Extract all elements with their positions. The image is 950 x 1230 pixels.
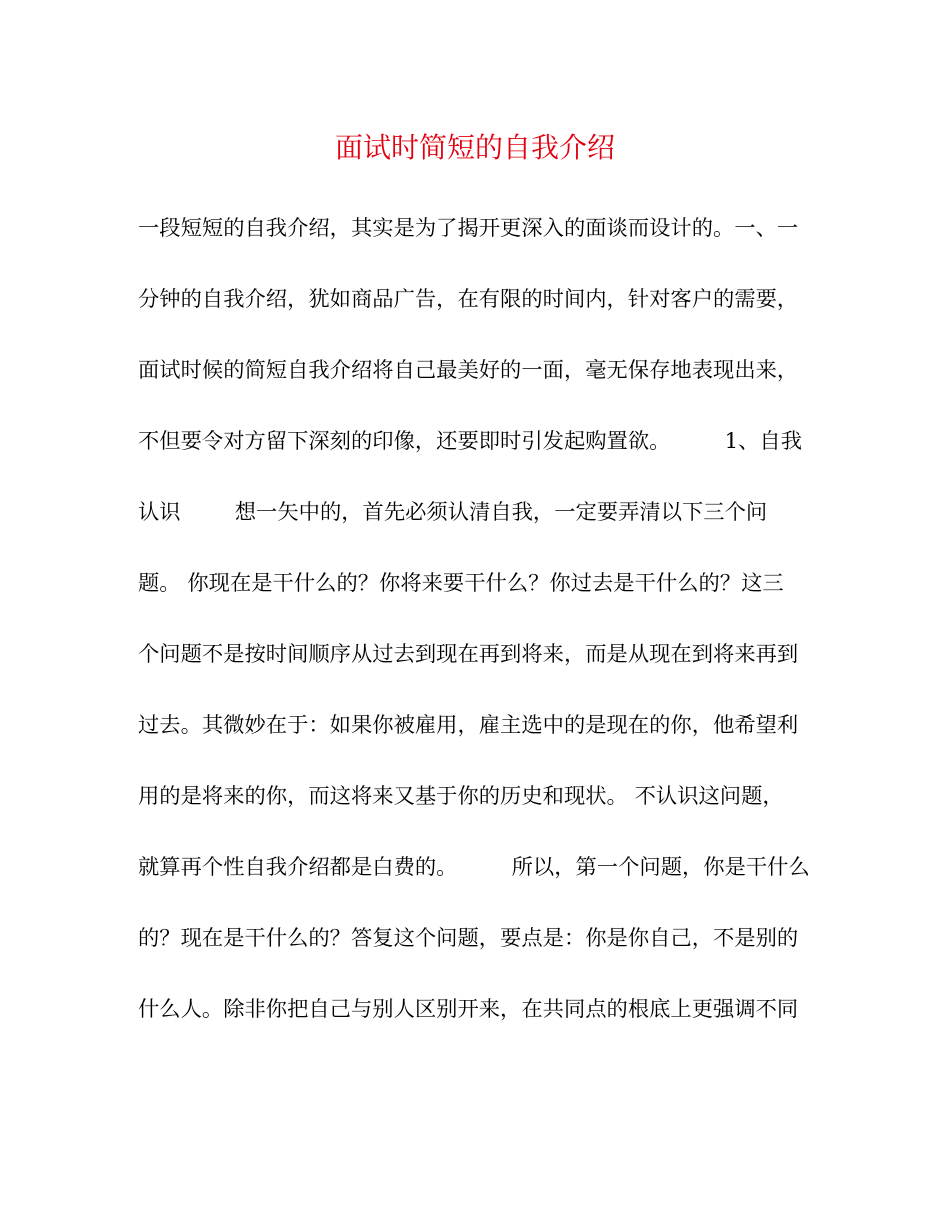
- body-line: 就算再个性自我介绍都是白费的。 所以，第一个问题，你是干什么: [138, 855, 810, 880]
- body-line: 分钟的自我介绍，犹如商品广告，在有限的时间内，针对客户的需要，: [138, 287, 799, 312]
- body-line: 不但要令对方留下深刻的印像，还要即时引发起购置欲。 1、自我: [138, 429, 803, 454]
- body-line: 一段短短的自我介绍，其实是为了揭开更深入的面谈而设计的。一、一: [138, 216, 799, 241]
- body-line: 的？现在是干什么的？答复这个问题，要点是：你是你自己，不是别的: [138, 926, 799, 951]
- body-line: 题。 你现在是干什么的？你将来要干什么？你过去是干什么的？这三: [138, 571, 784, 596]
- document-body: [138, 204, 828, 1056]
- body-line: 面试时候的简短自我介绍将自己最美好的一面，毫无保存地表现出来，: [138, 358, 799, 383]
- body-line: 什么人。除非你把自己与别人区别开来，在共同点的根底上更强调不同: [138, 997, 799, 1022]
- body-line: 用的是将来的你，而这将来又基于你的历史和现状。 不认识这问题，: [138, 784, 784, 809]
- body-line: 过去。其微妙在于：如果你被雇用，雇主选中的是现在的你，他希望利: [138, 713, 799, 738]
- body-line: 个问题不是按时间顺序从过去到现在再到将来，而是从现在到将来再到: [138, 642, 799, 667]
- document-title: 面试时简短的自我介绍: [334, 131, 615, 164]
- body-line: 认识 想一矢中的，首先必须认清自我，一定要弄清以下三个问: [138, 500, 768, 525]
